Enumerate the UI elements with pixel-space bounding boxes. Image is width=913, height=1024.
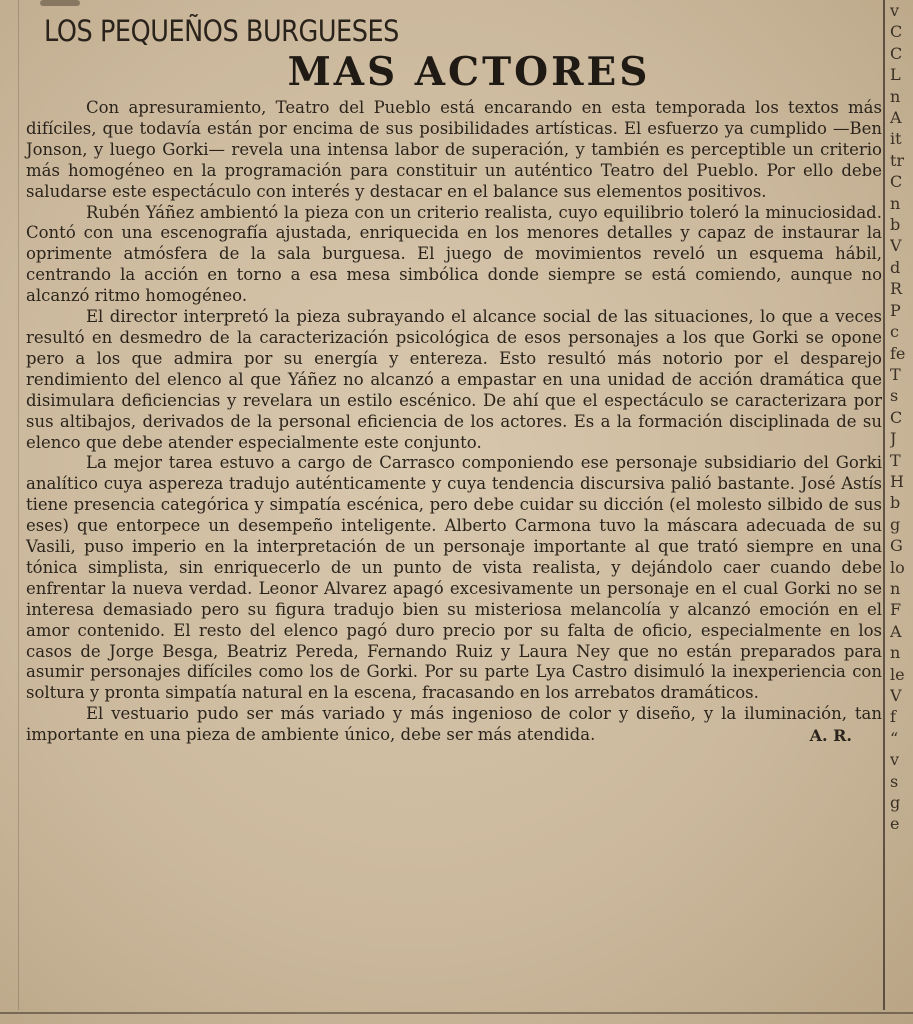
- article-headline: MAS ACTORES: [287, 49, 651, 95]
- adjacent-column-letter: F: [890, 600, 902, 620]
- adjacent-column-letter: R: [890, 279, 903, 299]
- adjacent-column-letter: G: [890, 536, 903, 556]
- adjacent-column-letter: n: [890, 578, 901, 598]
- adjacent-column-letter: n: [890, 643, 901, 663]
- adjacent-column-letter: lo: [890, 557, 905, 577]
- adjacent-column-letter: s: [890, 771, 899, 791]
- paragraph: La mejor tarea estuvo a cargo de Carrasco componiendo ese personaje subsidiario del Gorki analítico cuya aspereza tradujo auténticamente y cuya tendencia discursiva palió bastante. José Astís tiene presencia categórica y simpatía escénica, pero debe cuidar su dicción (el molesto silbido de sus eses) que entorpece un desempeño inteligente. Alberto Carmona tuvo la máscara adecuada de su Vasili, puso imperio en la interpretación de un personaje importante al que trató siempre en una tónica simplista, sin enriquecerlo de un punto de vista realista, y dejándolo caer cuando debe enfrentar la nueva verdad. Leonor Alvarez apagó excesivamente un personaje en el cual Gorki no se interesa demasiado pero su figura tradujo bien su misteriosa melancolía y alcanzó emoción en el amor contenido. El resto del elenco pagó duro precio por su falta de oficio, especialmente en los casos de Jorge Besga, Beatriz Pereda, Fernando Ruiz y Laura Ney que no están preparados para asumir personajes difíciles como los de Gorki. Por su parte Lya Castro disimuló la inexperiencia con soltura y pronta simpatía natural en la escena, fracasando en los arrebatos dramáticos.: [26, 453, 882, 703]
- ink-smudge: [40, 0, 80, 6]
- adjacent-column-letter: g: [890, 793, 901, 813]
- adjacent-column-fragment: [890, 0, 913, 1010]
- adjacent-column-letter: s: [890, 386, 899, 406]
- article-body: [26, 98, 882, 746]
- adjacent-column-letter: J: [890, 429, 897, 449]
- article: [26, 8, 882, 745]
- adjacent-column-letter: C: [890, 407, 903, 427]
- adjacent-column-letter: L: [890, 65, 901, 85]
- adjacent-column-letter: P: [890, 300, 901, 320]
- adjacent-column-letter: A: [890, 621, 902, 641]
- adjacent-column-letter: n: [890, 193, 901, 213]
- adjacent-column-letter: v: [890, 1, 900, 20]
- adjacent-column-letter: A: [890, 108, 902, 128]
- bottom-rule: [0, 1012, 913, 1014]
- adjacent-column-letter: T: [890, 450, 901, 470]
- paragraph: El vestuario pudo ser más variado y más ingenioso de color y diseño, y la iluminación, tan importante en una pieza de ambiente único, debe ser más atendida.: [26, 704, 882, 745]
- adjacent-column-letter: n: [890, 86, 901, 106]
- column-divider: [883, 0, 885, 1010]
- adjacent-column-letter: H: [890, 471, 904, 491]
- adjacent-column-letter: g: [890, 514, 901, 534]
- adjacent-column-letter: C: [890, 22, 903, 42]
- adjacent-column-letter: f: [890, 707, 896, 727]
- adjacent-column-letter: C: [890, 43, 903, 63]
- paragraph: El director interpretó la pieza subrayando el alcance social de las situaciones, lo que a veces resultó en desmedro de la caracterización psicológica de esos personajes a los que Gorki se opone pero a los que admira por su energía y entereza. Esto resultó más notorio por el desparejo rendimiento del elenco al que Yáñez no alcanzó a empastar en una unidad de acción dramática que disimulara deficiencias y revelara un estilo escénico. De ahí que el espectáculo se caracterizara por sus altibajos, derivados de la personal eficiencia de los actores. Es a la formación disciplinada de su elenco que debe atender especialmente este conjunto.: [26, 307, 882, 452]
- adjacent-column-letter: it: [890, 129, 902, 149]
- adjacent-column-letter: e: [890, 814, 900, 834]
- adjacent-column-letter: c: [890, 322, 899, 342]
- adjacent-column-letter: v: [890, 750, 900, 770]
- adjacent-column-letter: b: [890, 215, 901, 235]
- adjacent-column-letter: d: [890, 257, 901, 277]
- adjacent-column-letter: tr: [890, 150, 905, 170]
- adjacent-column-letter: V: [890, 686, 902, 705]
- adjacent-column-letter: fe: [890, 343, 906, 363]
- adjacent-column-letter: “: [890, 728, 899, 748]
- adjacent-column-letter: b: [890, 493, 901, 513]
- adjacent-column-letter: le: [890, 664, 905, 684]
- paragraph: Con apresuramiento, Teatro del Pueblo está encarando en esta temporada los textos más difíciles, que todavía están por encima de sus posibilidades artísticas. El esfuerzo ya cumplido —Ben Jonson, y luego Gorki— revela una intensa labor de superación, y también es perceptible un criterio más homogéneo en la programación para constituir un auténtico Teatro del Pueblo. Por ello debe saludarse este espectáculo con interés y destacar en el balance sus elementos positivos.: [26, 98, 882, 201]
- article-kicker: LOS PEQUEÑOS BURGUESES: [44, 14, 399, 48]
- adjacent-column-letter: V: [890, 236, 902, 256]
- adjacent-column-letter: T: [890, 364, 901, 384]
- adjacent-column-letter: C: [890, 172, 903, 192]
- author-signature: A. R.: [809, 726, 852, 746]
- left-edge-rule: [18, 0, 19, 1010]
- paragraph: Rubén Yáñez ambientó la pieza con un criterio realista, cuyo equilibrio toleró la minuciosidad. Contó con una escenografía ajustada, enriquecida en los menores detalles y capaz de instaurar la oprimente atmósfera de la sala burguesa. El juego de movimientos reveló un esquema hábil, centrando la acción en torno a esa mesa simbólica donde siempre se está comiendo, aunque no alcanzó ritmo homogéneo.: [26, 202, 882, 306]
